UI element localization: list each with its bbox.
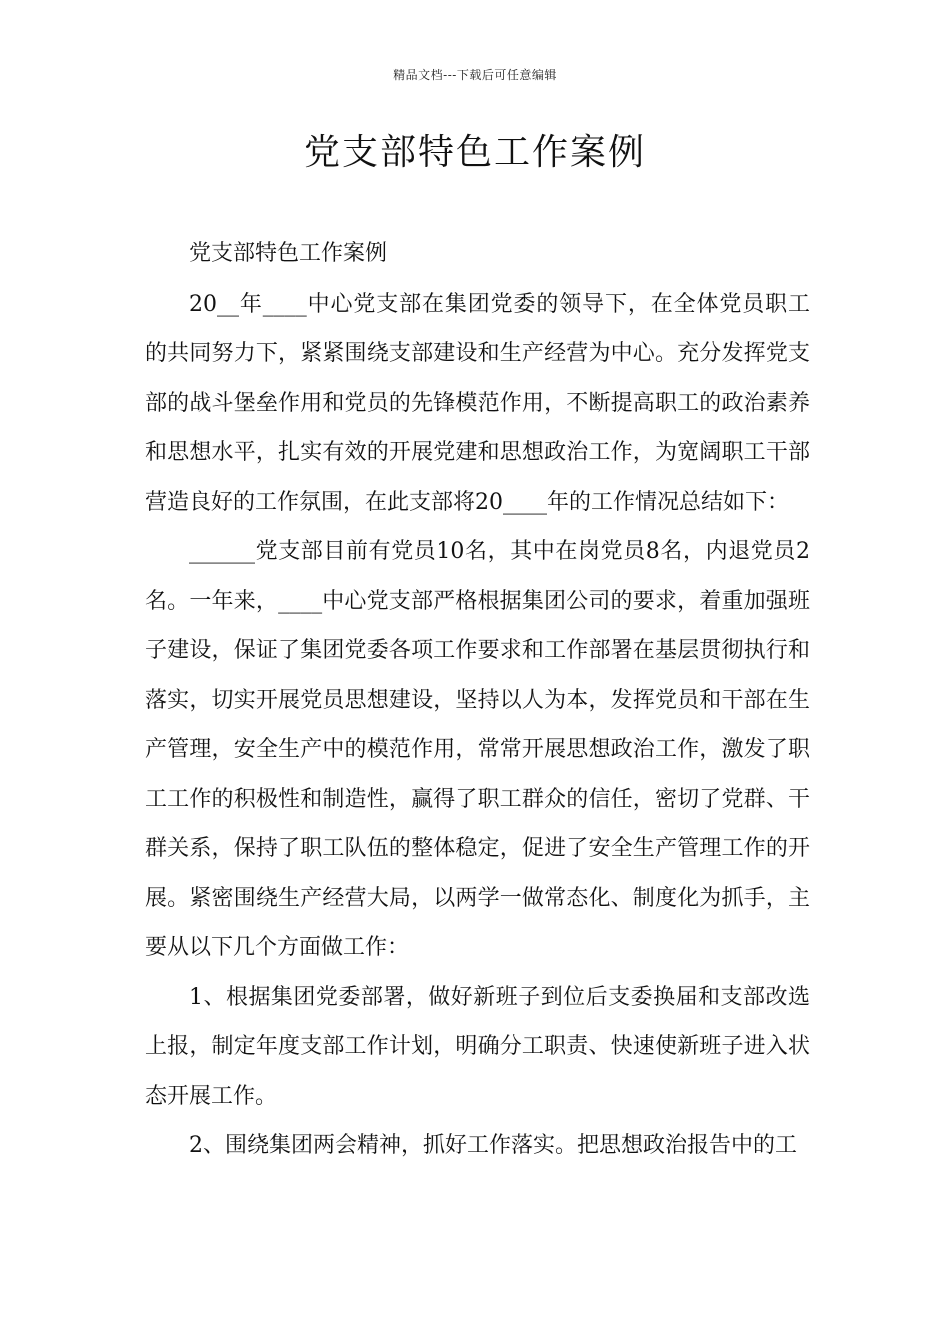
paragraph-subtitle: 党支部特色工作案例: [189, 241, 388, 266]
paragraph-overview: ______党支部目前有党员10名，其中在岗党员8名，内退党员2名。一年来，____中心党支部严格根据集团公司的要求，着重加强班子建设，保证了集团党委各项工作要求和工作部署在基层贯彻执行和落实，切实开展党员思想建设，坚持以人为本，发挥党员和干部在生产管理，安全生产中的模范作用，常常开展思想政治工作，激发了职工工作的积极性和制造性，赢得了职工群众的信任，密切了党群、干群关系，保持了职工队伍的整体稳定，促进了安全生产管理工作的开展。紧密围绕生产经营大局，以两学一做常态化、制度化为抓手，主要从以下几个方面做工作：: [145, 539, 810, 960]
paragraph-item-2: 2、围绕集团两会精神，抓好工作落实。把思想政治报告中的工: [189, 1133, 797, 1158]
document-title: 党支部特色工作案例: [303, 132, 646, 173]
paragraph-item-1: 1、根据集团党委部署，做好新班子到位后支委换届和支部改选上报，制定年度支部工作计划，明确分工职责、快速使新班子进入状态开展工作。: [145, 984, 810, 1109]
header-note: 精品文档---下载后可任意编辑: [393, 68, 557, 82]
document-body: [145, 229, 810, 1171]
paragraph-intro: 20__年____中心党支部在集团党委的领导下，在全体党员职工的共同努力下，紧紧围绕支部建设和生产经营为中心。充分发挥党支部的战斗堡垒作用和党员的先锋模范作用，不断提高职工的政治素养和思想水平，扎实有效的开展党建和思想政治工作，为宽阔职工干部营造良好的工作氛围，在此支部将20____年的工作情况总结如下：: [145, 291, 810, 515]
